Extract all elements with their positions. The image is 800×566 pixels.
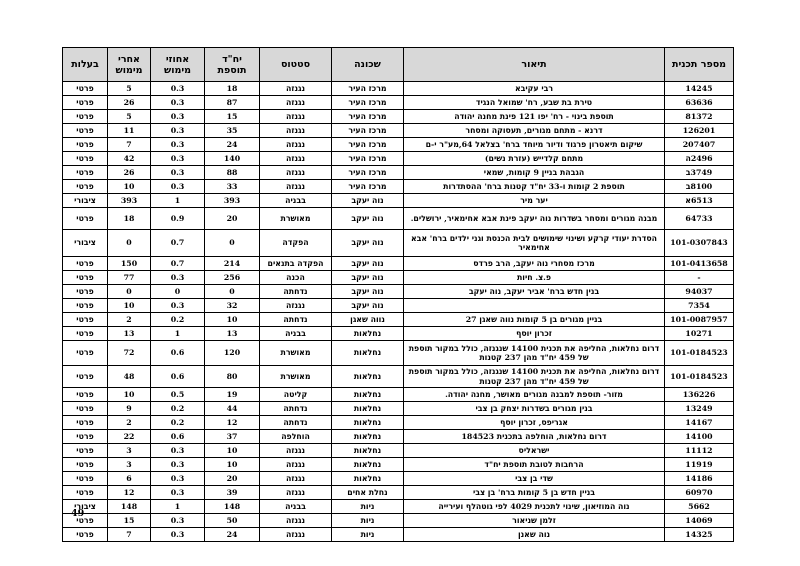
cell-units: 24 (205, 138, 260, 152)
cell-desc: תוספת בינוי - רח' יפו 121 פינת מחנה יהודה (404, 110, 665, 124)
cell-pct: 0.6 (151, 366, 205, 388)
cell-plan: 5662 (665, 500, 734, 514)
table-row (63, 285, 734, 299)
cell-ownership: פרטי (63, 257, 108, 271)
cell-units: 393 (205, 194, 260, 208)
cell-pct: 0.3 (151, 472, 205, 486)
cell-after: 7 (108, 138, 151, 152)
cell-desc: מתחם קלדייש (עזרת נשים) (404, 152, 665, 166)
cell-ownership: פרטי (63, 152, 108, 166)
cell-units: 18 (205, 82, 260, 96)
cell-neighborhood: מרכז העיר (332, 152, 404, 166)
cell-ownership: פרטי (63, 313, 108, 327)
table-row (63, 341, 734, 366)
table-row (63, 366, 734, 388)
cell-ownership: פרטי (63, 285, 108, 299)
cell-ownership: פרטי (63, 430, 108, 444)
page-number: 49 (71, 508, 85, 519)
cell-neighborhood: נחלאות (332, 327, 404, 341)
cell-plan: 126201 (665, 124, 734, 138)
cell-neighborhood: נוה יעקב (332, 208, 404, 230)
cell-pct: 0.3 (151, 444, 205, 458)
cell-after: 150 (108, 257, 151, 271)
cell-ownership: פרטי (63, 444, 108, 458)
cell-status: נגנזה (260, 82, 332, 96)
cell-desc: נוה המוזיאון, שינוי לתכנית 4029 לפי גוטהלף ועירייה (404, 500, 665, 514)
cell-units: 148 (205, 500, 260, 514)
cell-neighborhood: ניות (332, 514, 404, 528)
cell-desc: בניין חדש בן 5 קומות ברח' בן צבי (404, 486, 665, 500)
cell-desc: מזור- תוספת למבנה מגורים מאושר, מחנה יהודה. (404, 388, 665, 402)
cell-ownership: פרטי (63, 138, 108, 152)
cell-status: נגנזה (260, 472, 332, 486)
cell-ownership: פרטי (63, 528, 108, 542)
cell-neighborhood: מרכז העיר (332, 110, 404, 124)
cell-neighborhood: מרכז העיר (332, 96, 404, 110)
cell-ownership: פרטי (63, 124, 108, 138)
table-row (63, 180, 734, 194)
table-row (63, 486, 734, 500)
cell-plan: 7354 (665, 299, 734, 313)
cell-after: 10 (108, 299, 151, 313)
plans-table (62, 47, 734, 542)
cell-pct: 0.7 (151, 257, 205, 271)
cell-status: נדחתה (260, 416, 332, 430)
cell-plan: 14325 (665, 528, 734, 542)
cell-units: 44 (205, 402, 260, 416)
cell-desc: הסדרת יעודי קרקע ושינוי שימושים לבית הכנסת וגני ילדים ברח' אבא אחימאיר (404, 230, 665, 257)
cell-after: 3 (108, 444, 151, 458)
cell-after: 5 (108, 110, 151, 124)
cell-neighborhood: נחלאות (332, 341, 404, 366)
cell-ownership: פרטי (63, 299, 108, 313)
table-row (63, 271, 734, 285)
cell-after: 13 (108, 327, 151, 341)
cell-after: 5 (108, 82, 151, 96)
cell-units: 15 (205, 110, 260, 124)
cell-ownership: פרטי (63, 82, 108, 96)
cell-ownership: פרטי (63, 486, 108, 500)
cell-after: 3 (108, 458, 151, 472)
cell-units: 50 (205, 514, 260, 528)
table-row (63, 500, 734, 514)
cell-status: בבניה (260, 327, 332, 341)
cell-after: 12 (108, 486, 151, 500)
cell-units: 37 (205, 430, 260, 444)
cell-desc: זכרון יוסף (404, 327, 665, 341)
cell-ownership: ציבורי (63, 230, 108, 257)
cell-plan: 64733 (665, 208, 734, 230)
table-row (63, 299, 734, 313)
cell-plan: 13249 (665, 402, 734, 416)
table-row (63, 194, 734, 208)
cell-desc: זלמן שניאור (404, 514, 665, 528)
cell-pct: 0.3 (151, 528, 205, 542)
cell-after: 9 (108, 402, 151, 416)
cell-units: 120 (205, 341, 260, 366)
cell-desc: הרחבות לטובת תוספת יח"ד (404, 458, 665, 472)
cell-status: נגנזה (260, 514, 332, 528)
cell-plan: 101-0413658 (665, 257, 734, 271)
table-row (63, 472, 734, 486)
cell-units: 39 (205, 486, 260, 500)
table-row (63, 327, 734, 341)
cell-units: 10 (205, 313, 260, 327)
cell-status: נדחתה (260, 402, 332, 416)
cell-ownership: פרטי (63, 110, 108, 124)
cell-desc: דרום נחלאות, הוחלפה בתכנית 184523 (404, 430, 665, 444)
cell-desc: בנין חדש ברח' אביר יעקב, נוה יעקב (404, 285, 665, 299)
cell-after: 0 (108, 285, 151, 299)
cell-after: 42 (108, 152, 151, 166)
cell-ownership: פרטי (63, 472, 108, 486)
cell-status: נגנזה (260, 299, 332, 313)
cell-after: 26 (108, 166, 151, 180)
cell-pct: 0.2 (151, 313, 205, 327)
cell-units: 10 (205, 444, 260, 458)
cell-neighborhood: נוה יעקב (332, 285, 404, 299)
cell-after: 48 (108, 366, 151, 388)
cell-units: 35 (205, 124, 260, 138)
cell-after: 2 (108, 416, 151, 430)
cell-units: 0 (205, 285, 260, 299)
cell-units: 256 (205, 271, 260, 285)
cell-neighborhood: נוה יעקב (332, 194, 404, 208)
cell-plan: 101-0184523 (665, 366, 734, 388)
header-row (63, 48, 734, 82)
table-row (63, 166, 734, 180)
cell-desc: פ.צ. חיות (404, 271, 665, 285)
cell-status: נגנזה (260, 138, 332, 152)
cell-desc: ישראליס (404, 444, 665, 458)
cell-pct: 0.3 (151, 180, 205, 194)
cell-neighborhood: נחלאות (332, 402, 404, 416)
cell-plan: 14100 (665, 430, 734, 444)
column-header-units: יח"ד תוספת (205, 48, 260, 82)
cell-pct: 0.3 (151, 110, 205, 124)
cell-plan: 6513א (665, 194, 734, 208)
cell-after: 148 (108, 500, 151, 514)
cell-neighborhood: מרכז העיר (332, 166, 404, 180)
cell-units: 12 (205, 416, 260, 430)
cell-plan: 101-0307843 (665, 230, 734, 257)
cell-plan: 101-0184523 (665, 341, 734, 366)
cell-plan: 63636 (665, 96, 734, 110)
cell-ownership: ציבורי (63, 500, 108, 514)
cell-neighborhood: נחלאות (332, 388, 404, 402)
cell-ownership: פרטי (63, 458, 108, 472)
cell-neighborhood: נוה יעקב (332, 271, 404, 285)
table-row (63, 82, 734, 96)
cell-after: 6 (108, 472, 151, 486)
cell-status: נגנזה (260, 96, 332, 110)
cell-ownership: פרטי (63, 180, 108, 194)
cell-after: 11 (108, 124, 151, 138)
cell-units: 20 (205, 472, 260, 486)
cell-desc: הגבהת בניין 9 קומות, שמאי (404, 166, 665, 180)
cell-status: הכנה (260, 271, 332, 285)
cell-units: 140 (205, 152, 260, 166)
cell-ownership: פרטי (63, 416, 108, 430)
cell-pct: 0.3 (151, 458, 205, 472)
cell-units: 32 (205, 299, 260, 313)
cell-status: מאושרת (260, 366, 332, 388)
cell-neighborhood: מרכז העיר (332, 180, 404, 194)
cell-plan: 11919 (665, 458, 734, 472)
table-row (63, 230, 734, 257)
cell-pct: 0.3 (151, 514, 205, 528)
cell-desc: בניין מגורים בן 5 קומות נווה שאגן 27 (404, 313, 665, 327)
cell-pct: 0.5 (151, 388, 205, 402)
cell-desc (404, 299, 665, 313)
cell-status: נדחתה (260, 313, 332, 327)
cell-neighborhood: נחלאות (332, 430, 404, 444)
cell-ownership: פרטי (63, 96, 108, 110)
cell-status: נגנזה (260, 528, 332, 542)
cell-plan: 14186 (665, 472, 734, 486)
table-row (63, 416, 734, 430)
cell-after: 72 (108, 341, 151, 366)
cell-plan: 3749ב (665, 166, 734, 180)
cell-status: נגנזה (260, 152, 332, 166)
cell-neighborhood: נוה יעקב (332, 257, 404, 271)
cell-units: 20 (205, 208, 260, 230)
table-body (63, 82, 734, 542)
cell-plan: 60970 (665, 486, 734, 500)
cell-units: 0 (205, 230, 260, 257)
cell-status: נגנזה (260, 458, 332, 472)
cell-neighborhood: מרכז העיר (332, 138, 404, 152)
cell-pct: 1 (151, 327, 205, 341)
cell-neighborhood: נוה יעקב (332, 299, 404, 313)
cell-pct: 0.3 (151, 152, 205, 166)
cell-desc: דרום נחלאות, החליפה את תכנית 14100 שנגנזה, כולל במקור תוספת של 459 יח"ד מהן 237 קטנות (404, 341, 665, 366)
cell-status: נגנזה (260, 110, 332, 124)
cell-units: 24 (205, 528, 260, 542)
cell-plan: 8100ב (665, 180, 734, 194)
cell-ownership: פרטי (63, 271, 108, 285)
cell-plan: 2496ה (665, 152, 734, 166)
cell-neighborhood: נוה יעקב (332, 230, 404, 257)
cell-status: נגנזה (260, 486, 332, 500)
cell-pct: 0.3 (151, 486, 205, 500)
cell-status: הפקדה בתנאים (260, 257, 332, 271)
cell-neighborhood: מרכז העיר (332, 124, 404, 138)
cell-pct: 0 (151, 285, 205, 299)
cell-ownership: פרטי (63, 366, 108, 388)
cell-desc: אגריפס, זכרון יוסף (404, 416, 665, 430)
cell-desc: שיקום תיאטרון פרגוד ודיור מיוחד ברח' בצלאל 64,מע"ר י-ם (404, 138, 665, 152)
cell-ownership: פרטי (63, 327, 108, 341)
cell-status: הפקדה (260, 230, 332, 257)
cell-status: מאושרת (260, 341, 332, 366)
cell-after: 10 (108, 388, 151, 402)
cell-neighborhood: נחלאות (332, 416, 404, 430)
cell-status: בבניה (260, 500, 332, 514)
cell-pct: 0.9 (151, 208, 205, 230)
cell-after: 77 (108, 271, 151, 285)
cell-status: נדחתה (260, 285, 332, 299)
cell-units: 87 (205, 96, 260, 110)
cell-neighborhood: נחלאות (332, 458, 404, 472)
cell-status: נגנזה (260, 444, 332, 458)
cell-desc: טירת בת שבע, רח' שמואל הנגיד (404, 96, 665, 110)
table-row (63, 430, 734, 444)
cell-status: בבניה (260, 194, 332, 208)
cell-units: 33 (205, 180, 260, 194)
column-header-status: סטטוס (260, 48, 332, 82)
cell-status: נגנזה (260, 180, 332, 194)
table-row (63, 313, 734, 327)
cell-ownership: ציבורי (63, 194, 108, 208)
column-header-after: אחרי מימוש (108, 48, 151, 82)
table-row (63, 514, 734, 528)
cell-units: 19 (205, 388, 260, 402)
cell-pct: 0.3 (151, 138, 205, 152)
cell-after: 18 (108, 208, 151, 230)
cell-desc: יער מיר (404, 194, 665, 208)
cell-ownership: פרטי (63, 341, 108, 366)
cell-pct: 0.3 (151, 299, 205, 313)
table-row (63, 152, 734, 166)
cell-desc: שדי בן צבי (404, 472, 665, 486)
table-row (63, 458, 734, 472)
cell-status: מאושרת (260, 208, 332, 230)
cell-plan: - (665, 271, 734, 285)
cell-neighborhood: ניות (332, 528, 404, 542)
cell-plan: 94037 (665, 285, 734, 299)
column-header-desc: תיאור (404, 48, 665, 82)
table-row (63, 208, 734, 230)
cell-plan: 207407 (665, 138, 734, 152)
cell-ownership: פרטי (63, 166, 108, 180)
cell-pct: 0.2 (151, 416, 205, 430)
cell-plan: 101-0087957 (665, 313, 734, 327)
cell-after: 22 (108, 430, 151, 444)
cell-pct: 0.7 (151, 230, 205, 257)
cell-neighborhood: נחלאות (332, 366, 404, 388)
cell-plan: 14245 (665, 82, 734, 96)
column-header-ownership: בעלות (63, 48, 108, 82)
cell-neighborhood: ניות (332, 500, 404, 514)
cell-plan: 14069 (665, 514, 734, 528)
cell-after: 7 (108, 528, 151, 542)
cell-desc: מרכז מסחרי נוה יעקב, הרב פרדס (404, 257, 665, 271)
column-header-pct: אחוזי מימוש (151, 48, 205, 82)
cell-neighborhood: נחלאות (332, 472, 404, 486)
cell-units: 214 (205, 257, 260, 271)
cell-pct: 0.3 (151, 166, 205, 180)
cell-units: 10 (205, 458, 260, 472)
column-header-neighborhood: שכונה (332, 48, 404, 82)
cell-status: הוחלפה (260, 430, 332, 444)
cell-pct: 0.3 (151, 96, 205, 110)
cell-ownership: פרטי (63, 514, 108, 528)
cell-desc: דרום נחלאות, החליפה את תכנית 14100 שנגנזה, כולל במקור תוספת של 459 יח"ד מהן 237 קטנות (404, 366, 665, 388)
cell-units: 13 (205, 327, 260, 341)
cell-desc: מבנה מגורים ומסחר בשדרות נוה יעקב פינת אבא אחימאיר, ירושלים. (404, 208, 665, 230)
cell-units: 80 (205, 366, 260, 388)
cell-ownership: פרטי (63, 388, 108, 402)
cell-pct: 0.6 (151, 341, 205, 366)
table-row (63, 96, 734, 110)
cell-pct: 0.3 (151, 124, 205, 138)
cell-after: 2 (108, 313, 151, 327)
cell-plan: 136226 (665, 388, 734, 402)
cell-status: קליטה (260, 388, 332, 402)
cell-units: 88 (205, 166, 260, 180)
cell-desc: תוספת 2 קומות ו-33 יח"ד קטנות ברח' ההסתדרות (404, 180, 665, 194)
table-row (63, 528, 734, 542)
cell-neighborhood: מרכז העיר (332, 82, 404, 96)
cell-after: 15 (108, 514, 151, 528)
table-row (63, 124, 734, 138)
cell-neighborhood: נווה שאגן (332, 313, 404, 327)
table-row (63, 444, 734, 458)
cell-plan: 11112 (665, 444, 734, 458)
cell-status: נגנזה (260, 166, 332, 180)
cell-pct: 1 (151, 500, 205, 514)
cell-pct: 1 (151, 194, 205, 208)
cell-pct: 0.3 (151, 82, 205, 96)
cell-desc: רבי עקיבא (404, 82, 665, 96)
cell-plan: 81372 (665, 110, 734, 124)
cell-desc: דרנא - מתחם מגורים, תעסוקה ומסחר (404, 124, 665, 138)
cell-ownership: פרטי (63, 208, 108, 230)
cell-after: 0 (108, 230, 151, 257)
cell-after: 393 (108, 194, 151, 208)
cell-desc: בנין מגורים בשדרות יצחק בן צבי (404, 402, 665, 416)
column-header-plan: מספר תכנית (665, 48, 734, 82)
cell-plan: 10271 (665, 327, 734, 341)
cell-status: נגנזה (260, 124, 332, 138)
cell-pct: 0.3 (151, 271, 205, 285)
table-row (63, 257, 734, 271)
cell-after: 26 (108, 96, 151, 110)
table-row (63, 388, 734, 402)
cell-pct: 0.6 (151, 430, 205, 444)
table-header (63, 48, 734, 82)
cell-pct: 0.2 (151, 402, 205, 416)
cell-neighborhood: נחלת אחים (332, 486, 404, 500)
cell-after: 10 (108, 180, 151, 194)
cell-desc: נוה שאנן (404, 528, 665, 542)
cell-neighborhood: נחלאות (332, 444, 404, 458)
table-row (63, 138, 734, 152)
cell-plan: 14167 (665, 416, 734, 430)
table-row (63, 402, 734, 416)
table-row (63, 110, 734, 124)
cell-ownership: פרטי (63, 402, 108, 416)
